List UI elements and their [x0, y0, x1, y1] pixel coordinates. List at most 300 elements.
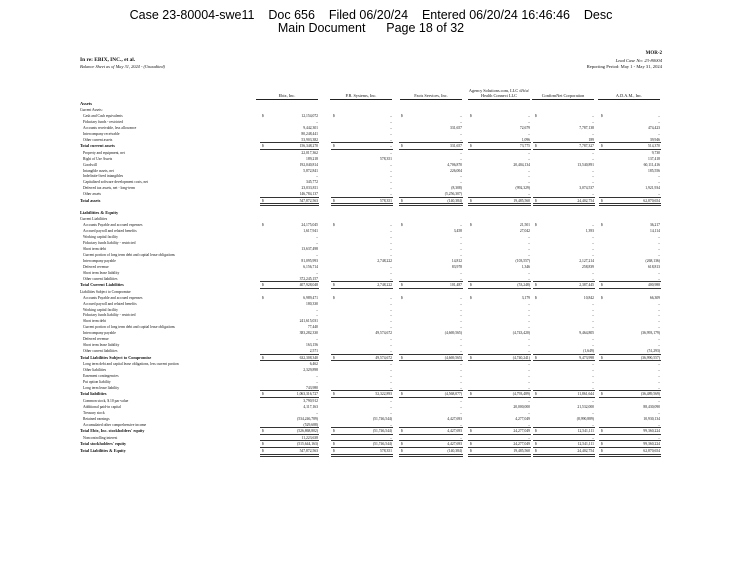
double-total-rule	[599, 454, 661, 457]
column-header: ConfirmNet Corporation	[532, 93, 594, 100]
table-cell: 743,980	[306, 385, 318, 390]
table-cell: 60,111,416	[643, 162, 660, 167]
row-label: Accounts Payable and accrued expenses	[83, 223, 143, 228]
table-cell: –	[658, 325, 660, 330]
table-cell: (140,384)	[447, 448, 462, 453]
table-cell: –	[528, 379, 530, 384]
table-cell: –	[460, 150, 462, 155]
table-cell: –	[658, 246, 660, 251]
table-cell: 24,402,754	[577, 198, 594, 203]
table-cell: 1,921,934	[645, 186, 660, 191]
table-cell: –	[658, 368, 660, 373]
table-cell: –	[528, 252, 530, 257]
currency-symbol: $	[262, 355, 264, 360]
table-cell: –	[390, 252, 392, 257]
table-cell: (515,644,163)	[297, 441, 318, 446]
table-cell: –	[460, 137, 462, 142]
table-cell: –	[592, 362, 594, 367]
table-cell: –	[528, 325, 530, 330]
filing-info-line: Case 23-80004-swe11 Doc 656 Filed 06/20/24 Entered 06/20/24 16:46:46 Desc	[129, 8, 613, 22]
table-cell: 101,487	[450, 283, 462, 288]
table-cell: 547,872,563	[299, 448, 318, 453]
table-cell: 12,541,111	[577, 429, 594, 433]
double-total-rule	[468, 454, 531, 457]
table-cell: 22,017,362	[301, 150, 318, 155]
table-cell: 11,223,638	[301, 435, 318, 440]
table-cell: 2,387,445	[579, 283, 594, 288]
table-cell: –	[592, 131, 594, 136]
currency-symbol: $	[262, 392, 264, 397]
table-cell: 2,329,898	[303, 368, 318, 373]
table-cell: –	[592, 422, 594, 427]
table-cell: 474,423	[648, 125, 660, 130]
table-cell: –	[528, 368, 530, 373]
table-cell: (103,557)	[515, 258, 530, 263]
table-cell: (51,746,544)	[372, 441, 392, 446]
currency-symbol: $	[401, 355, 403, 360]
table-cell: –	[592, 343, 594, 348]
page-info-line: Main Document Page 18 of 32	[277, 21, 465, 35]
row-label: Long term lease liability	[83, 385, 120, 390]
table-cell: –	[460, 337, 462, 342]
column-header: P.B. Systems, Inc.	[330, 93, 392, 100]
table-cell: –	[658, 235, 660, 240]
table-cell: –	[528, 246, 530, 251]
row-label: Total Liabilities Subject to Compromise	[80, 354, 152, 360]
currency-symbol: $	[401, 429, 403, 433]
table-cell: –	[460, 252, 462, 257]
table-cell: 7,787,327	[579, 144, 594, 149]
currency-symbol: $	[535, 441, 537, 446]
table-cell: 578,351	[380, 198, 392, 203]
table-cell: –	[658, 307, 660, 312]
table-cell: 66,309	[649, 295, 660, 300]
table-cell: 1,096	[521, 137, 530, 142]
row-label: Liabilities & Equity	[80, 210, 119, 216]
table-cell: 6,156,714	[303, 264, 318, 269]
table-cell: 21,532,000	[577, 404, 594, 409]
table-cell: –	[460, 422, 462, 427]
table-cell: 3,458	[453, 229, 462, 234]
table-cell: –	[390, 422, 392, 427]
row-label: Intangible assets, net	[83, 168, 114, 173]
double-total-rule	[599, 203, 661, 206]
currency-symbol: $	[601, 223, 603, 228]
table-cell: –	[658, 270, 660, 275]
table-cell: –	[592, 398, 594, 403]
table-cell: 331,657	[450, 144, 462, 149]
table-cell: 1,346	[521, 264, 530, 269]
table-cell: –	[592, 246, 594, 251]
table-cell: –	[316, 119, 318, 124]
table-cell: –	[528, 349, 530, 354]
row-label: Retained earnings	[83, 416, 110, 421]
table-cell: (51,746,544)	[372, 416, 392, 421]
table-cell: (4,669,565)	[444, 355, 462, 360]
table-cell: –	[390, 301, 392, 306]
table-cell: 6,989,471	[303, 295, 318, 300]
table-cell: 62,870,654	[643, 198, 660, 203]
table-cell: –	[528, 307, 530, 312]
table-cell: 407,928,048	[299, 283, 318, 288]
table-cell: 4,277,049	[515, 416, 530, 421]
table-cell: –	[528, 422, 530, 427]
currency-symbol: $	[401, 144, 403, 149]
table-cell: –	[528, 398, 530, 403]
total-row	[0, 143, 742, 149]
table-cell: –	[390, 264, 392, 269]
table-cell: 20,404,134	[513, 162, 530, 167]
table-cell: –	[460, 307, 462, 312]
currency-symbol: $	[470, 198, 472, 203]
row-label: Current portion of long term debt and capital lease obligations	[83, 252, 175, 257]
table-cell: 13,637,498	[301, 246, 318, 251]
table-cell: –	[658, 113, 660, 118]
row-label: Total Current Liabilities	[80, 282, 124, 288]
table-cell: –	[528, 168, 530, 173]
statement-title-block	[80, 57, 165, 70]
currency-symbol: $	[601, 283, 603, 288]
total-row	[0, 282, 742, 288]
row-label: Deferred tax assets, net - long-term	[83, 186, 136, 191]
column-header: Facts Services, Inc.	[400, 93, 462, 100]
table-cell: –	[390, 162, 392, 167]
table-cell: 632,308,340	[299, 355, 318, 360]
table-cell: 81,095,993	[301, 258, 318, 263]
row-label: Assets	[80, 101, 92, 106]
table-cell: –	[390, 150, 392, 155]
table-cell: –	[316, 235, 318, 240]
currency-symbol: $	[601, 144, 603, 149]
currency-symbol: $	[535, 198, 537, 203]
row-label: Current portion of long term debt and capital lease obligations	[83, 325, 175, 330]
table-cell: –	[658, 410, 660, 415]
row-label: Easement contingencies	[83, 374, 119, 378]
table-cell: (51,293)	[647, 349, 660, 354]
row-label: Short term lease liability	[83, 270, 120, 275]
table-cell: 514,370	[648, 144, 660, 149]
table-cell: –	[460, 235, 462, 240]
table-cell: –	[592, 252, 594, 257]
table-cell: –	[460, 174, 462, 179]
row-label: Other current liabilities	[83, 276, 118, 281]
table-cell: –	[592, 325, 594, 330]
table-cell: –	[460, 156, 462, 161]
row-label: Short term debt	[83, 246, 106, 251]
table-cell: (140,384)	[447, 198, 462, 203]
table-cell: 578,351	[380, 156, 392, 161]
table-cell: 24,175,045	[301, 223, 318, 228]
row-label: Intercompany payable	[83, 331, 116, 336]
table-cell: 4,427,693	[447, 429, 462, 433]
table-cell: 3,074,537	[579, 186, 594, 191]
table-row	[0, 191, 742, 197]
table-cell: –	[528, 131, 530, 136]
table-cell: –	[528, 235, 530, 240]
currency-symbol: $	[535, 392, 537, 397]
currency-symbol: $	[470, 144, 472, 149]
table-cell: 19,485,560	[513, 198, 530, 203]
currency-symbol: $	[601, 295, 603, 300]
currency-symbol: $	[262, 144, 264, 149]
currency-symbol: $	[401, 113, 403, 118]
table-cell: –	[390, 398, 392, 403]
table-cell: 3,179	[521, 295, 530, 300]
table-cell: –	[390, 131, 392, 136]
currency-symbol: $	[262, 441, 264, 446]
double-total-rule	[468, 203, 531, 206]
table-cell: –	[592, 435, 594, 440]
currency-symbol: $	[470, 223, 472, 228]
table-cell: –	[390, 270, 392, 275]
table-cell: –	[528, 119, 530, 124]
table-cell: –	[592, 276, 594, 281]
table-cell: –	[316, 174, 318, 179]
row-label: Fiduciary funds liability - restricted	[83, 241, 136, 245]
table-cell: 10,842	[583, 295, 594, 300]
table-cell: –	[592, 241, 594, 245]
table-cell: 618,813	[648, 264, 660, 269]
table-cell: 163,156	[306, 343, 318, 348]
table-cell: –	[390, 349, 392, 354]
table-cell: –	[460, 223, 462, 228]
table-cell: –	[390, 241, 392, 245]
column-headers	[0, 80, 742, 100]
currency-symbol: $	[470, 429, 472, 433]
table-cell: –	[592, 174, 594, 179]
table-cell: –	[528, 156, 530, 161]
row-label: Total liabilities	[80, 391, 107, 397]
row-label: Capitalized software development costs, net	[83, 180, 149, 185]
table-cell: 189,218	[306, 156, 318, 161]
currency-symbol: $	[262, 113, 264, 118]
table-cell: –	[460, 301, 462, 306]
table-cell: 80,248,441	[301, 131, 318, 136]
table-cell: (4,669,565)	[444, 331, 462, 336]
table-cell: 185,556	[648, 168, 660, 173]
table-cell: 19,485,560	[513, 448, 530, 453]
row-label: Right of Use Assets	[83, 156, 113, 161]
table-cell: –	[390, 276, 392, 281]
table-cell: 9,464,805	[579, 331, 594, 336]
table-cell: 189	[588, 137, 594, 142]
table-cell: –	[390, 319, 392, 324]
table-cell: –	[390, 307, 392, 312]
table-cell: 1,393	[585, 229, 594, 234]
currency-symbol: $	[470, 355, 472, 360]
row-label: Accrued payroll and related benefits	[83, 301, 137, 306]
table-cell: –	[528, 362, 530, 367]
table-cell: –	[528, 276, 530, 281]
currency-symbol: $	[401, 198, 403, 203]
table-cell: –	[592, 270, 594, 275]
row-label: Intercompany payable	[83, 258, 116, 263]
currency-symbol: $	[401, 295, 403, 300]
currency-symbol: $	[333, 295, 335, 300]
table-cell: –	[592, 307, 594, 312]
table-cell: 331,657	[450, 125, 462, 130]
table-cell: (51,746,544)	[372, 429, 392, 433]
currency-symbol: $	[470, 441, 472, 446]
currency-symbol: $	[333, 441, 335, 446]
row-label: Other assets	[83, 192, 101, 197]
table-cell: –	[658, 174, 660, 179]
row-label: Accumulated other comprehensive income	[83, 422, 147, 427]
table-cell: –	[390, 223, 392, 228]
table-cell: –	[390, 362, 392, 367]
table-cell: 11,861,644	[577, 392, 594, 397]
table-cell: 73,775	[519, 144, 530, 149]
row-label: Total Ebix, Inc. stockholders' equity	[80, 428, 145, 433]
double-total-rule	[260, 203, 319, 206]
table-cell: –	[592, 113, 594, 118]
table-cell: (529,688)	[303, 422, 318, 427]
table-cell: 4,706,870	[447, 162, 462, 167]
table-cell: –	[390, 235, 392, 240]
column-header: Ebix, Inc.	[256, 93, 318, 100]
currency-symbol: $	[535, 223, 537, 228]
table-row	[0, 276, 742, 282]
table-cell: –	[390, 229, 392, 234]
table-cell: –	[528, 374, 530, 378]
currency-symbol: $	[333, 223, 335, 228]
table-cell: –	[460, 410, 462, 415]
row-label: Other current assets	[83, 137, 113, 142]
table-cell: 12,541,111	[577, 441, 594, 446]
table-cell: –	[658, 131, 660, 136]
table-cell: 24,402,754	[577, 448, 594, 453]
currency-symbol: $	[401, 392, 403, 397]
table-cell: 9,730	[651, 150, 660, 155]
row-label: Accounts Payable and accrued expenses	[83, 295, 143, 300]
row-label: Indefinite-lived intangibles	[83, 174, 124, 179]
currency-symbol: $	[333, 355, 335, 360]
table-cell: (8,308)	[451, 186, 462, 191]
table-cell: –	[460, 131, 462, 136]
table-cell: 180,330	[306, 301, 318, 306]
row-label: Total Liabilities & Equity	[80, 447, 126, 453]
table-cell: –	[390, 325, 392, 330]
double-total-rule	[533, 454, 595, 457]
row-label: Total assets	[80, 197, 101, 203]
table-cell: 4,117,163	[303, 404, 318, 409]
table-cell: –	[390, 368, 392, 373]
table-cell: 258,839	[582, 264, 594, 269]
table-cell: 547,872,563	[299, 198, 318, 203]
currency-symbol: $	[262, 448, 264, 453]
table-cell: –	[460, 325, 462, 330]
currency-symbol: $	[535, 113, 537, 118]
row-label: Goodwill	[83, 162, 97, 167]
table-cell: (4,568,077)	[444, 392, 462, 397]
table-cell: –	[316, 252, 318, 257]
table-cell: –	[658, 379, 660, 384]
table-cell: –	[528, 410, 530, 415]
currency-symbol: $	[401, 223, 403, 228]
double-total-rule	[533, 203, 595, 206]
table-row	[0, 137, 742, 143]
row-label: Short term lease liability	[83, 343, 120, 348]
total-row	[0, 355, 742, 361]
table-cell: 7,787,138	[579, 125, 594, 130]
currency-symbol: $	[601, 441, 603, 446]
table-cell: (534,246,789)	[297, 416, 318, 421]
table-cell: 27,042	[519, 229, 530, 234]
table-cell: (526,868,802)	[297, 429, 318, 433]
table-cell: –	[528, 301, 530, 306]
table-cell: –	[390, 119, 392, 124]
double-total-rule	[399, 454, 463, 457]
currency-symbol: $	[470, 448, 472, 453]
table-cell: 49,574,672	[375, 355, 392, 360]
table-cell: –	[592, 385, 594, 390]
row-label: Fiduciary funds liability - restricted	[83, 313, 136, 318]
table-cell: 9,473,998	[579, 355, 594, 360]
table-cell: –	[592, 150, 594, 155]
row-label: Additional paid-in capital	[83, 404, 121, 409]
table-cell: (5,256,307)	[444, 192, 462, 197]
table-cell: –	[460, 113, 462, 118]
currency-symbol: $	[262, 223, 264, 228]
currency-symbol: $	[262, 198, 264, 203]
row-label: Liabilities Subject to Compromise	[80, 289, 131, 294]
table-cell: –	[592, 235, 594, 240]
table-cell: –	[390, 295, 392, 300]
currency-symbol: $	[535, 295, 537, 300]
table-cell: –	[460, 276, 462, 281]
table-cell: –	[658, 301, 660, 306]
currency-symbol: $	[470, 113, 472, 118]
column-header: A.D.A.M., Inc.	[598, 93, 660, 100]
table-cell: 24,277,049	[513, 429, 530, 433]
table-cell: 241,615,031	[299, 319, 318, 324]
table-cell: –	[460, 270, 462, 275]
table-cell: –	[390, 374, 392, 378]
table-cell: –	[528, 313, 530, 318]
table-cell: (36,993,179)	[640, 331, 660, 336]
table-cell: –	[390, 379, 392, 384]
currency-symbol: $	[535, 144, 537, 149]
table-cell: –	[460, 398, 462, 403]
table-cell: 3,790,912	[303, 398, 318, 403]
table-cell: –	[528, 319, 530, 324]
table-cell: –	[528, 180, 530, 185]
table-cell: –	[658, 319, 660, 324]
table-cell: –	[658, 313, 660, 318]
table-cell: –	[658, 343, 660, 348]
row-label: Intercompany receivable	[83, 131, 120, 136]
table-cell: 72,679	[519, 125, 530, 130]
double-total-rule	[399, 203, 463, 206]
table-cell: 24,277,049	[513, 441, 530, 446]
total-row	[0, 428, 742, 434]
currency-symbol: $	[470, 392, 472, 397]
table-cell: 14,812	[451, 258, 462, 263]
table-cell: –	[658, 192, 660, 197]
table-cell: –	[390, 186, 392, 191]
currency-symbol: $	[333, 448, 335, 453]
table-cell: –	[460, 374, 462, 378]
table-cell: (8,990,889)	[576, 416, 594, 421]
table-cell: –	[528, 337, 530, 342]
table-cell: –	[460, 241, 462, 245]
table-cell: –	[592, 410, 594, 415]
row-label: Noncontrolling interest	[83, 435, 118, 440]
table-cell: (4,743,420)	[512, 331, 530, 336]
table-cell: 23,033,811	[301, 186, 318, 191]
table-cell: –	[592, 319, 594, 324]
table-cell: –	[390, 137, 392, 142]
